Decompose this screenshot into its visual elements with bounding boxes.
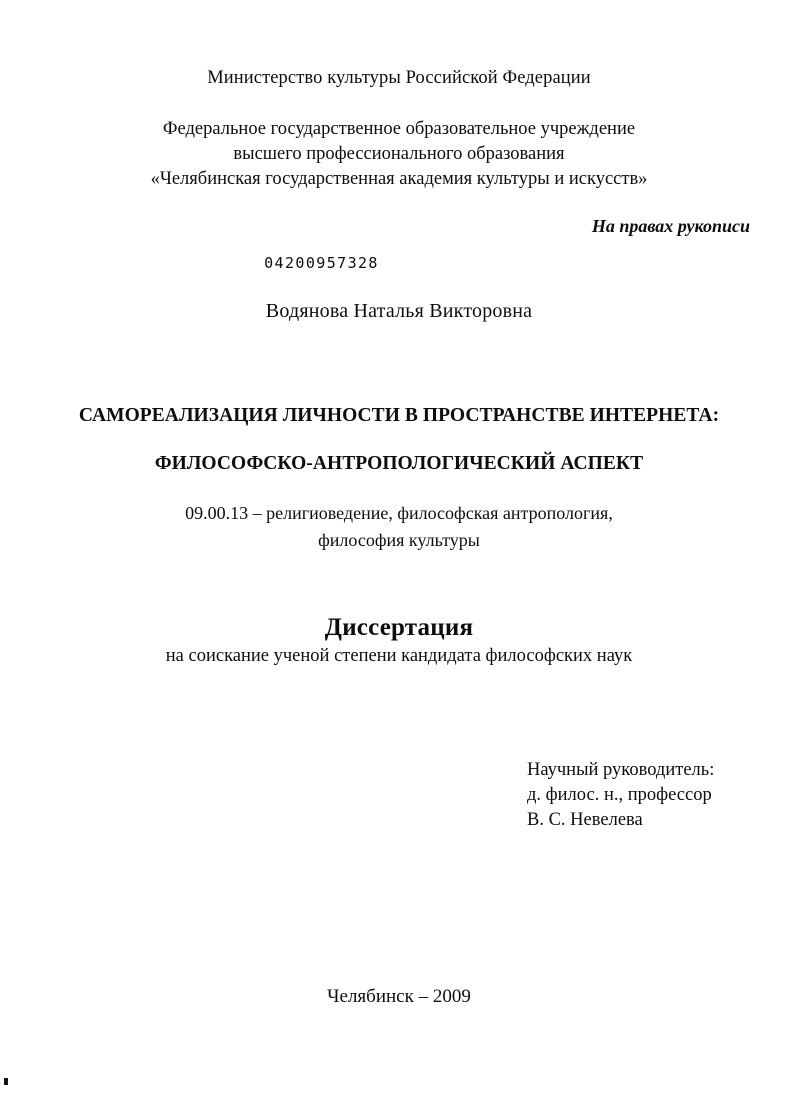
ministry-line: Министерство культуры Российской Федерации	[207, 68, 591, 88]
supervisor-rank: д. филос. н., профессор	[527, 785, 712, 805]
catalogue-number-value: 04200957328	[264, 254, 379, 272]
institution-line-1: Федеральное государственное образовательное учреждение	[162, 119, 636, 139]
author-name-value: Водянова Наталья Викторовна	[265, 300, 533, 322]
specialty-code-line-2: философия культуры	[318, 530, 480, 550]
imprint-value: Челябинск – 2009	[327, 986, 471, 1007]
degree-subtitle	[0, 646, 798, 667]
specialty-code-line-1: 09.00.13 – религиоведение, философская антропология,	[185, 503, 613, 523]
degree-subtitle-value: на соискание ученой степени кандидата философских наук	[165, 646, 633, 666]
document-kind-value: Диссертация	[324, 614, 474, 641]
imprint-place-year	[0, 986, 798, 1008]
page-title-line-1: САМОРЕАЛИЗАЦИЯ ЛИЧНОСТИ В ПРОСТРАНСТВЕ ИНТЕРНЕТА:	[78, 405, 720, 426]
page-title-line-2: ФИЛОСОФСКО-АНТРОПОЛОГИЧЕСКИЙ АСПЕКТ	[154, 453, 644, 474]
document-kind-heading	[0, 614, 798, 642]
supervisor-label: Научный руководитель:	[527, 760, 715, 780]
catalogue-number	[0, 254, 798, 272]
institution-block	[0, 117, 798, 192]
specialty-code	[0, 500, 798, 554]
manuscript-rights-text: На правах рукописи	[591, 216, 750, 236]
institution-line-2: высшего профессионального образования	[233, 144, 565, 164]
author-name	[0, 300, 798, 323]
scan-artifact-speck	[4, 1078, 8, 1085]
institution-line-3: «Челябинская государственная академия культуры и искусств»	[150, 169, 648, 189]
page-title	[0, 392, 798, 488]
supervisor-name: В. С. Невелева	[527, 810, 643, 830]
ministry-header	[0, 68, 798, 89]
supervisor-block	[527, 758, 714, 833]
manuscript-rights-note	[592, 216, 750, 237]
